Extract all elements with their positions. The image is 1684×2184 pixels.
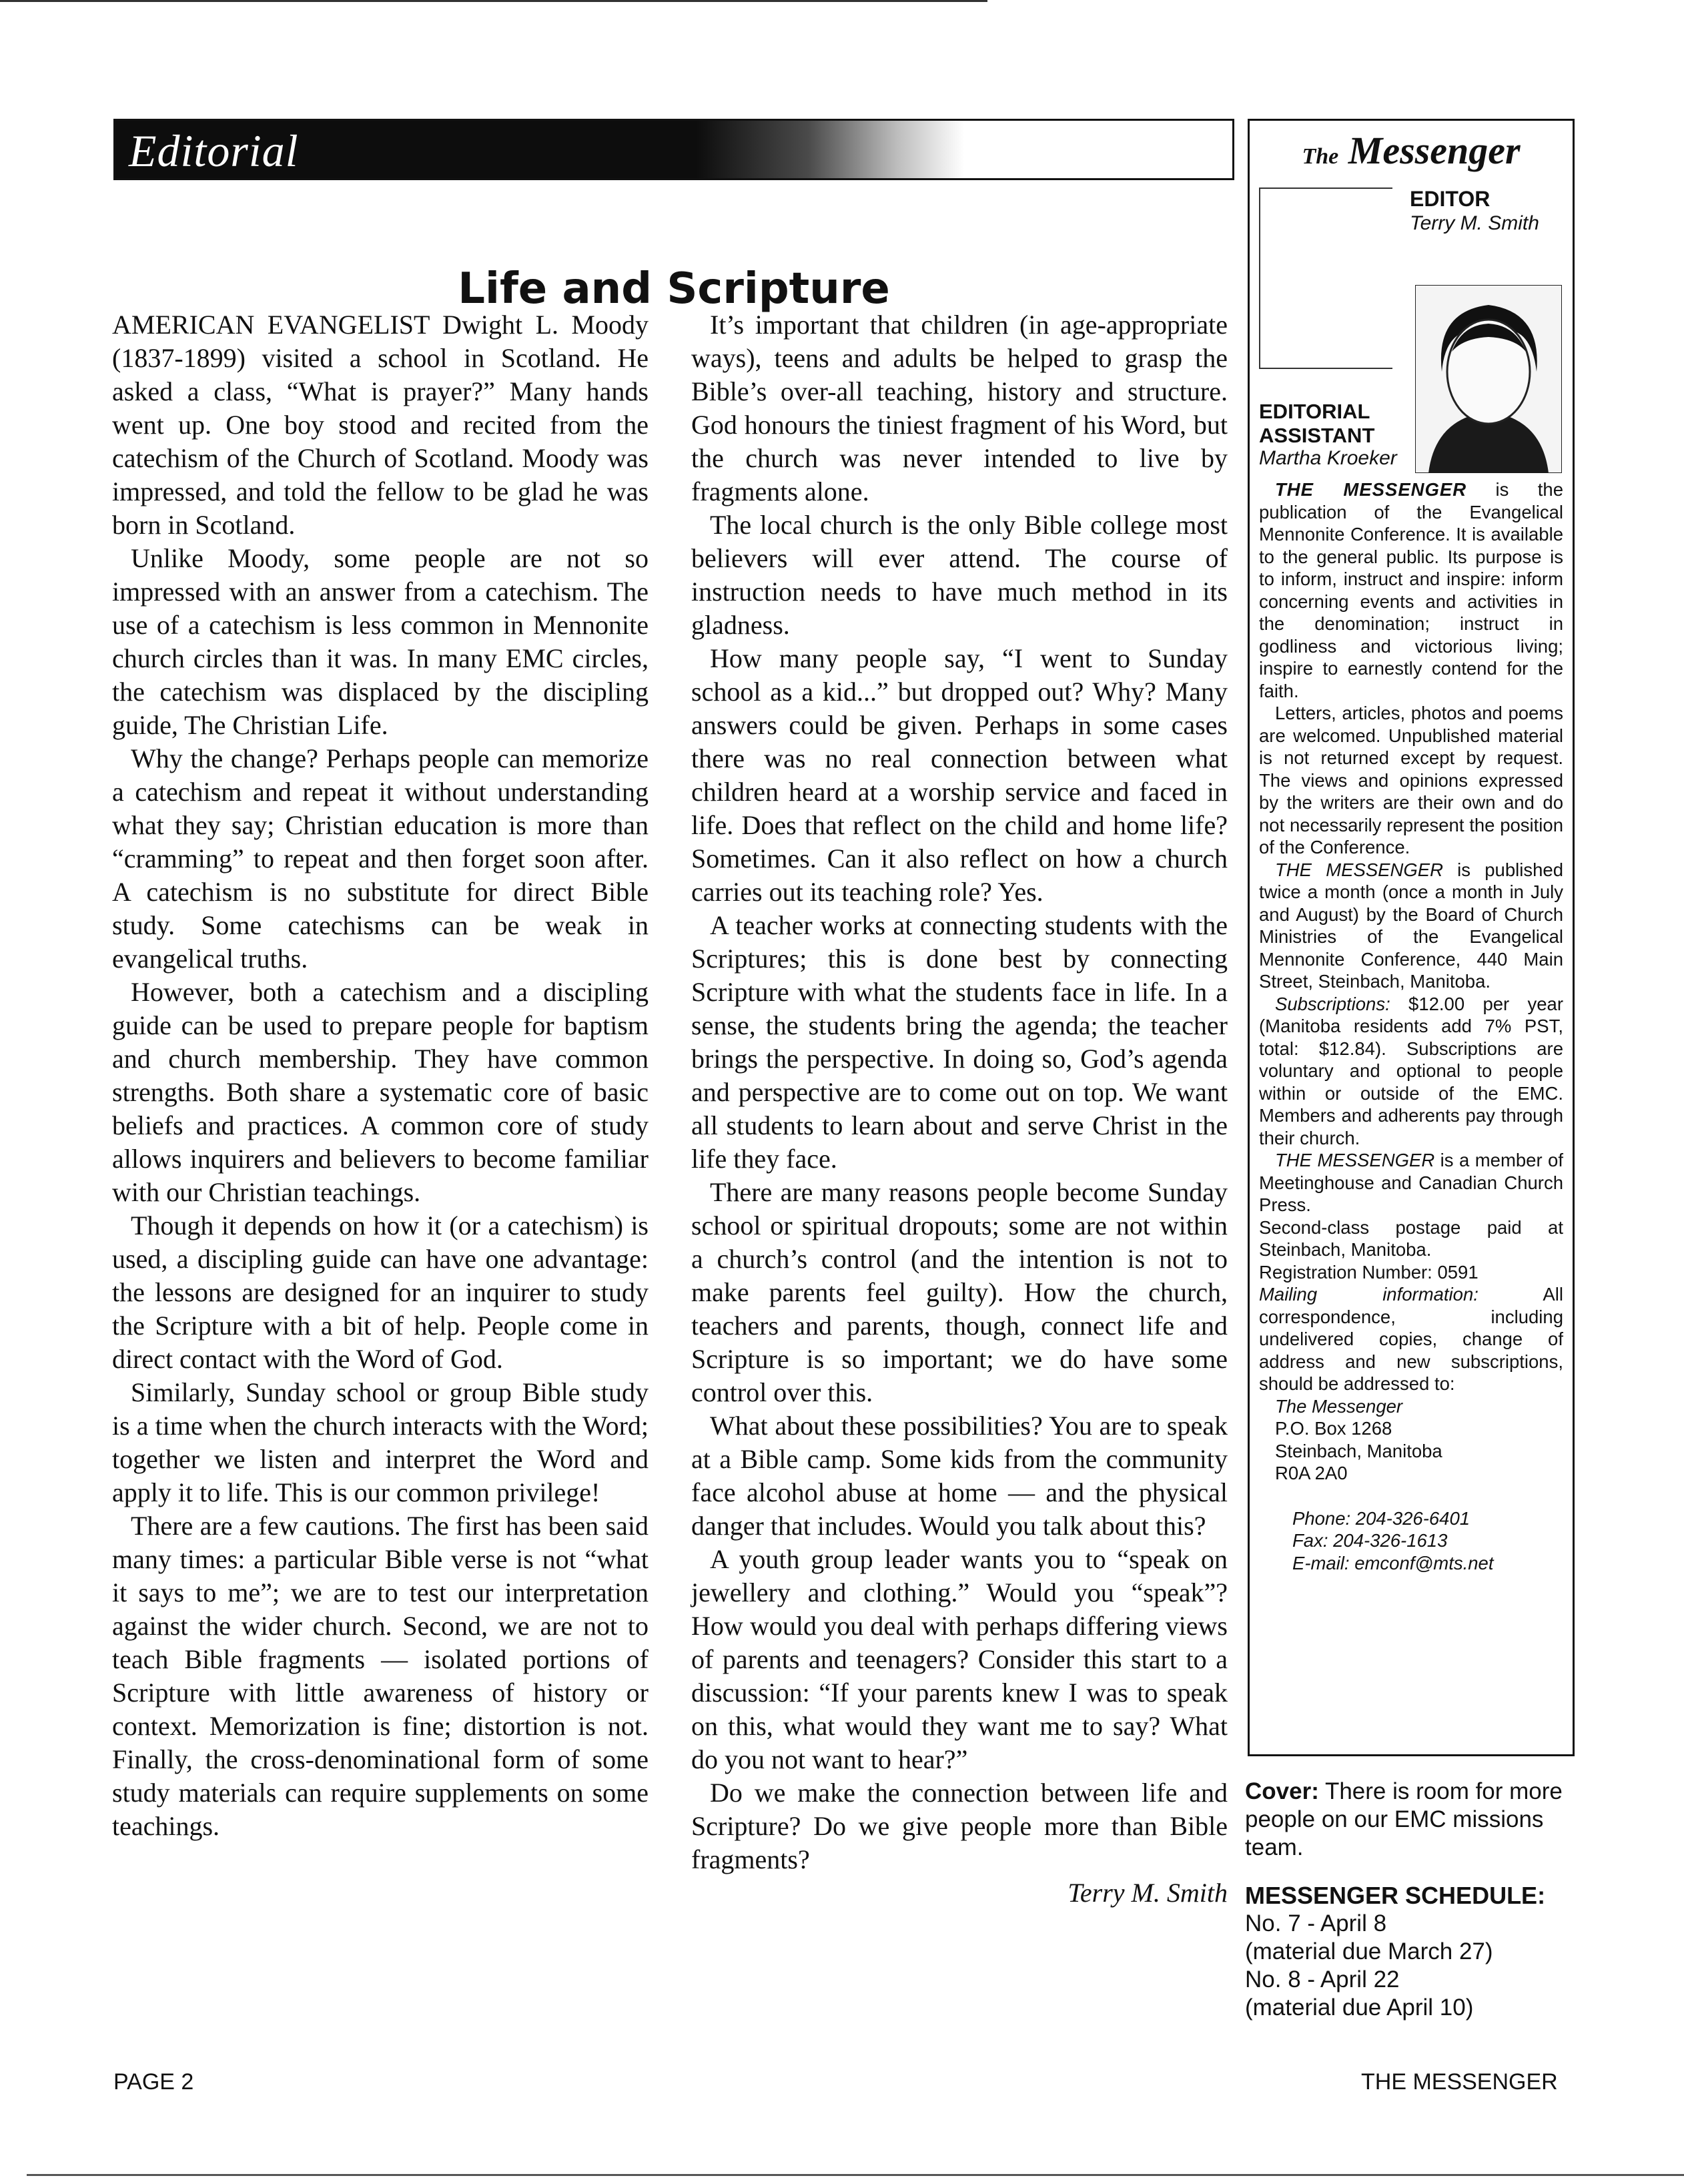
info-paragraph: Subscriptions: $12.00 per year (Manitoba residents add 7% PST, total: $12.84). Subscriptions are voluntary and optional to people within or outside of the EMC. Members and adherents pay through their church. xyxy=(1259,993,1563,1148)
address-line: Steinbach, Manitoba xyxy=(1275,1440,1442,1461)
cover-text: There is room for more people on our EMC missions team. xyxy=(1245,1778,1563,1860)
editor-name: Terry M. Smith xyxy=(1410,212,1539,234)
masthead-name: Messenger xyxy=(1348,129,1521,172)
article-paragraph: Similarly, Sunday school or group Bible study is a time when the church interacts with the Word; together we listen and interpret the Word and apply it to life. This is our common privilege! xyxy=(112,1377,649,1507)
contact-info xyxy=(1292,1507,1563,1575)
top-rule xyxy=(0,0,987,2)
info-paragraph: Letters, articles, photos and poems are welcomed. Unpublished material is not returned except by request. The views and opinions expressed by the writers are their own and do not necessarily represent the position of the Conference. xyxy=(1259,703,1563,857)
article-paragraph: A youth group leader wants you to “speak on jewellery and clothing.” Would you “speak”? How would you deal with perhaps differing views of parents and teenagers? Consider this start to a discussion: “If your parents knew I was to speak on this, what would they want me to say? What do you not want to hear?” xyxy=(691,1544,1228,1774)
article-column-1 xyxy=(112,308,649,1843)
article-paragraph: AMERICAN EVANGELIST Dwight L. Moody (1837-1899) visited a school in Scotland. He asked a class, “What is prayer?” Many hands went up. One boy stood and recited from the catechism of the Church of Scotland. Moody was impressed, and told the fellow to be glad he was born in Scotland. xyxy=(112,310,649,540)
email-address: E-mail: emconf@mts.net xyxy=(1292,1552,1494,1573)
messenger-schedule xyxy=(1245,1882,1575,2022)
article-paragraph: A teacher works at connecting students with the Scriptures; this is done best by connecting Scripture with what the students face in life. In a sense, the students bring the agenda; the teacher brings the perspective. In doing so, God’s agenda and perspective are to come out on top. We want all students to learn about and serve Christ in the life they face. xyxy=(691,910,1228,1174)
publication-footer: THE MESSENGER xyxy=(1361,2069,1558,2095)
cover-label: Cover: xyxy=(1245,1778,1319,1804)
assistant-portrait xyxy=(1415,285,1562,473)
masthead-the: The xyxy=(1302,144,1339,169)
article-paragraph: Do we make the connection between life and Scripture? Do we give people more than Bible fragments? xyxy=(691,1778,1228,1874)
masthead-title xyxy=(1250,127,1573,180)
masthead-box xyxy=(1248,119,1575,1756)
info-paragraph: THE MESSENGER is the publication of the Evangelical Mennonite Conference. It is available to the general public. Its purpose is to inform, instruct and inspire: inform concerning events and activities in the denomination; instruct in godliness and victorious living; inspire to earnestly contend for the faith. xyxy=(1259,479,1563,701)
address-line: P.O. Box 1268 xyxy=(1275,1418,1392,1439)
author-signature: Terry M. Smith xyxy=(1068,1878,1228,1908)
article-paragraph: How many people say, “I went to Sunday school as a kid...” but dropped out? Why? Many answers could be given. Perhaps in some cases there was no real connection between what children heard at a worship service and faced in life. Does that reflect on the child and home life? Sometimes. Can it also reflect on how a church carries out its teaching role? Yes. xyxy=(691,643,1228,907)
info-paragraph: Second-class postage paid at Steinbach, Manitoba. xyxy=(1259,1216,1563,1260)
article-paragraph: There are a few cautions. The first has been said many times: a particular Bible verse is not “what it says to me”; we are to test our interpretation against the wider church. Second, we are not to teach Bible fragments — isolated portions of Scripture with little awareness of history or context. Memorization is fine; distortion is not. Finally, the cross-denominational form of some study materials can require supplements on some teachings. xyxy=(112,1511,649,1841)
article-column-2 xyxy=(691,308,1228,1910)
article-headline: Life and Scripture xyxy=(458,264,890,314)
article-paragraph: However, both a catechism and a discipling guide can be used to prepare people for baptism and church membership. They have common strengths. Both share a systematic core of basic beliefs and practices. A common core of study allows inquirers and believers to become familiar with our Christian teachings. xyxy=(112,977,649,1207)
article-paragraph: There are many reasons people become Sunday school or spiritual dropouts; some are not within a church’s control (and the intention is not to make parents feel guilty). How the church, teachers and parents, though, connect life and Scripture is so important; we do have some control over this. xyxy=(691,1177,1228,1407)
schedule-line: No. 7 - April 8 xyxy=(1245,1910,1387,1936)
photo-placeholder xyxy=(1259,188,1392,369)
section-title: Editorial xyxy=(129,125,299,176)
assistant-name: Martha Kroeker xyxy=(1259,447,1397,469)
info-paragraph: Registration Number: 0591 xyxy=(1259,1261,1479,1283)
article-paragraph: Though it depends on how it (or a catechism) is used, a discipling guide can have one advantage: the lessons are designed for an inquirer to study the Scripture with a bit of help. People come in direct contact with the Word of God. xyxy=(112,1210,649,1374)
info-paragraph: THE MESSENGER is a member of Meetinghouse and Canadian Church Press. xyxy=(1259,1150,1563,1215)
info-paragraph: THE MESSENGER is published twice a month (once a month in July and August) by the Board of Church Ministries of the Evangelical Mennonite Conference, 440 Main Street, Steinbach, Manitoba. xyxy=(1259,859,1563,992)
schedule-line: (material due April 10) xyxy=(1245,1994,1474,2021)
cover-note xyxy=(1245,1778,1575,1862)
schedule-line: No. 8 - April 22 xyxy=(1245,1966,1400,1992)
assistant-label: EDITORIAL ASSISTANT xyxy=(1259,400,1375,447)
article-paragraph: Why the change? Perhaps people can memorize a catechism and repeat it without understanding what they say; Christian education is more than “cramming” to repeat and then forget soon after. A catechism is no substitute for direct Bible study. Some catechisms can be weak in evangelical truths. xyxy=(112,743,649,974)
article-paragraph: What about these possibilities? You are to speak at a Bible camp. Some kids from the community face alcohol abuse at home — and the physical danger that includes. Would you talk about this? xyxy=(691,1411,1228,1541)
phone-number: Phone: 204-326-6401 xyxy=(1292,1507,1470,1529)
schedule-title: MESSENGER SCHEDULE: xyxy=(1245,1882,1546,1909)
article-paragraph: Unlike Moody, some people are not so impressed with an answer from a catechism. The use of a catechism is less common in Mennonite church circles than it was. In many EMC circles, the catechism was displaced by the discipling guide, The Christian Life. xyxy=(112,543,649,740)
schedule-line: (material due March 27) xyxy=(1245,1938,1493,1964)
section-banner xyxy=(113,119,1234,180)
bottom-rule xyxy=(27,2174,1684,2176)
editor-label: EDITOR xyxy=(1410,187,1491,211)
article-paragraph: The local church is the only Bible college most believers will ever attend. The course of instruction needs to have much method in its gladness. xyxy=(691,510,1228,640)
info-paragraph: Mailing information: All correspondence, including undelivered copies, change of address and new subscriptions, should be addressed to: xyxy=(1259,1284,1563,1394)
address-line: The Messenger xyxy=(1275,1395,1403,1417)
fax-number: Fax: 204-326-1613 xyxy=(1292,1530,1448,1551)
publication-info xyxy=(1259,478,1563,1574)
article-paragraph: It’s important that children (in age-appropriate ways), teens and adults be helped to grasp the Bible’s over-all teaching, history and structure. God honours the tiniest fragment of his Word, but the church was never intended to live by fragments alone. xyxy=(691,310,1228,506)
address-line: R0A 2A0 xyxy=(1275,1463,1348,1483)
mailing-address xyxy=(1275,1395,1563,1485)
page-number: PAGE 2 xyxy=(113,2069,194,2095)
